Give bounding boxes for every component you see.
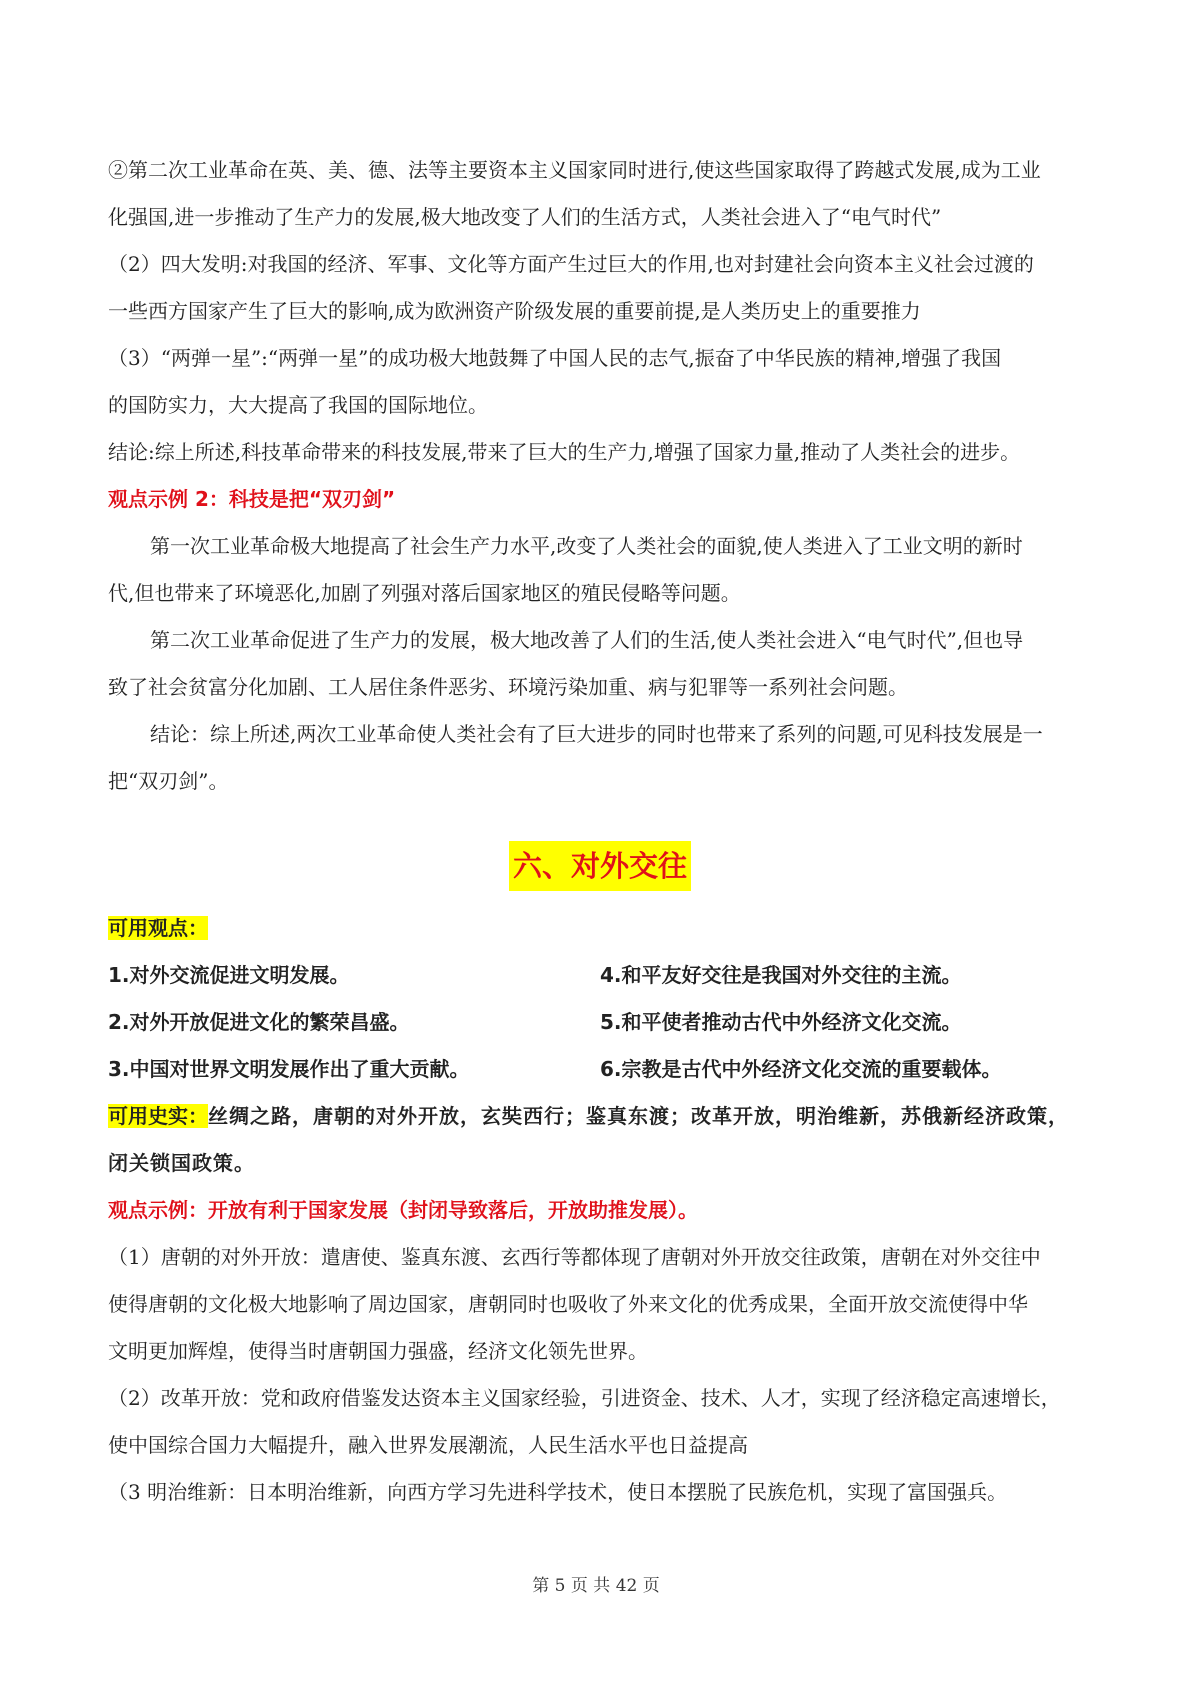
facts-text: 丝绸之路，唐朝的对外开放，玄奘西行；鉴真东渡；改革开放，明治维新，苏俄新经济政策， (208, 1104, 1069, 1128)
conclusion-line: 结论:综上所述,科技革命带来的科技发展,带来了巨大的生产力,增强了国家力量,推动了人类社会的进步。 (108, 440, 1021, 464)
viewpoint-item: 5.和平使者推动古代中外经济文化交流。 (600, 1010, 962, 1034)
viewpoint-item: 4.和平友好交往是我国对外交往的主流。 (600, 963, 962, 987)
paragraph-line: 的国防实力，大大提高了我国的国际地位。 (108, 393, 488, 417)
paragraph-line: 文明更加辉煌，使得当时唐朝国力强盛，经济文化领先世界。 (108, 1339, 648, 1363)
example2-title: 观点示例 2：科技是把“双刃剑” (108, 487, 396, 511)
paragraph-line: 一些西方国家产生了巨大的影响,成为欧洲资产阶级发展的重要前提,是人类历史上的重要推力 (108, 299, 921, 323)
paragraph-line: 使得唐朝的文化极大地影响了周边国家，唐朝同时也吸收了外来文化的优秀成果，全面开放交流使得中华 (108, 1292, 1028, 1316)
facts-line (108, 1093, 1092, 1140)
facts-label: 可用史实： (108, 1104, 208, 1128)
paragraph-line: 第二次工业革命促进了生产力的发展，极大地改善了人们的生活,使人类社会进入“电气时代”,但也导 (150, 628, 1024, 652)
paragraph-line: （3 明治维新：日本明治维新，向西方学习先进科学技术，使日本摆脱了民族危机，实现了富国强兵。 (108, 1480, 1008, 1504)
viewpoint-item: 1.对外交流促进文明发展。 (108, 963, 350, 987)
paragraph-line: 致了社会贫富分化加剧、工人居住条件恶劣、环境污染加重、病与犯罪等一系列社会问题。 (108, 675, 908, 699)
paragraph-line: （1）唐朝的对外开放：遣唐使、鉴真东渡、玄西行等都体现了唐朝对外开放交往政策，唐朝在对外交往中 (108, 1245, 1041, 1269)
viewpoints-label: 可用观点： (108, 916, 208, 940)
viewpoints-grid (108, 952, 1092, 1093)
facts-line: 闭关锁国政策。 (108, 1151, 255, 1175)
example3-title: 观点示例：开放有利于国家发展（封闭导致落后，开放助推发展）。 (108, 1198, 698, 1222)
page-footer: 第 5 页 共 42 页 (532, 1576, 660, 1596)
viewpoint-item: 2.对外开放促进文化的繁荣昌盛。 (108, 1010, 410, 1034)
paragraph-line: 结论：综上所述,两次工业革命使人类社会有了巨大进步的同时也带来了系列的问题,可见科技发展是一 (150, 722, 1043, 746)
paragraph-line: 第一次工业革命极大地提高了社会生产力水平,改变了人类社会的面貌,使人类进入了工业文明的新时 (150, 534, 1023, 558)
paragraph-line: 代,但也带来了环境恶化,加剧了列强对落后国家地区的殖民侵略等问题。 (108, 581, 741, 605)
paragraph-line: ②第二次工业革命在英、美、德、法等主要资本主义国家同时进行,使这些国家取得了跨越式发展,成为工业 (108, 158, 1041, 182)
paragraph-line: （2）改革开放：党和政府借鉴发达资本主义国家经验，引进资金、技术、人才，实现了经济稳定高速增长， (108, 1386, 1061, 1410)
section-heading: 六、对外交往 (509, 841, 691, 891)
paragraph-line: 化强国,进一步推动了生产力的发展,极大地改变了人们的生活方式，人类社会进入了“电气时代” (108, 205, 942, 229)
viewpoints-label-line (108, 905, 1092, 952)
document-page (108, 147, 1092, 1516)
viewpoint-item: 6.宗教是古代中外经济文化交流的重要载体。 (600, 1057, 1002, 1081)
viewpoint-item: 3.中国对世界文明发展作出了重大贡献。 (108, 1057, 470, 1081)
paragraph-line: （3）“两弹一星”:“两弹一星”的成功极大地鼓舞了中国人民的志气,振奋了中华民族的精神,增强了我国 (108, 346, 1002, 370)
paragraph-line: 把“双刃剑”。 (108, 769, 229, 793)
section-heading-wrap (108, 841, 1092, 897)
paragraph-line: 使中国综合国力大幅提升，融入世界发展潮流，人民生活水平也日益提高 (108, 1433, 748, 1457)
paragraph-line: （2）四大发明:对我国的经济、军事、文化等方面产生过巨大的作用,也对封建社会向资本主义社会过渡的 (108, 252, 1034, 276)
